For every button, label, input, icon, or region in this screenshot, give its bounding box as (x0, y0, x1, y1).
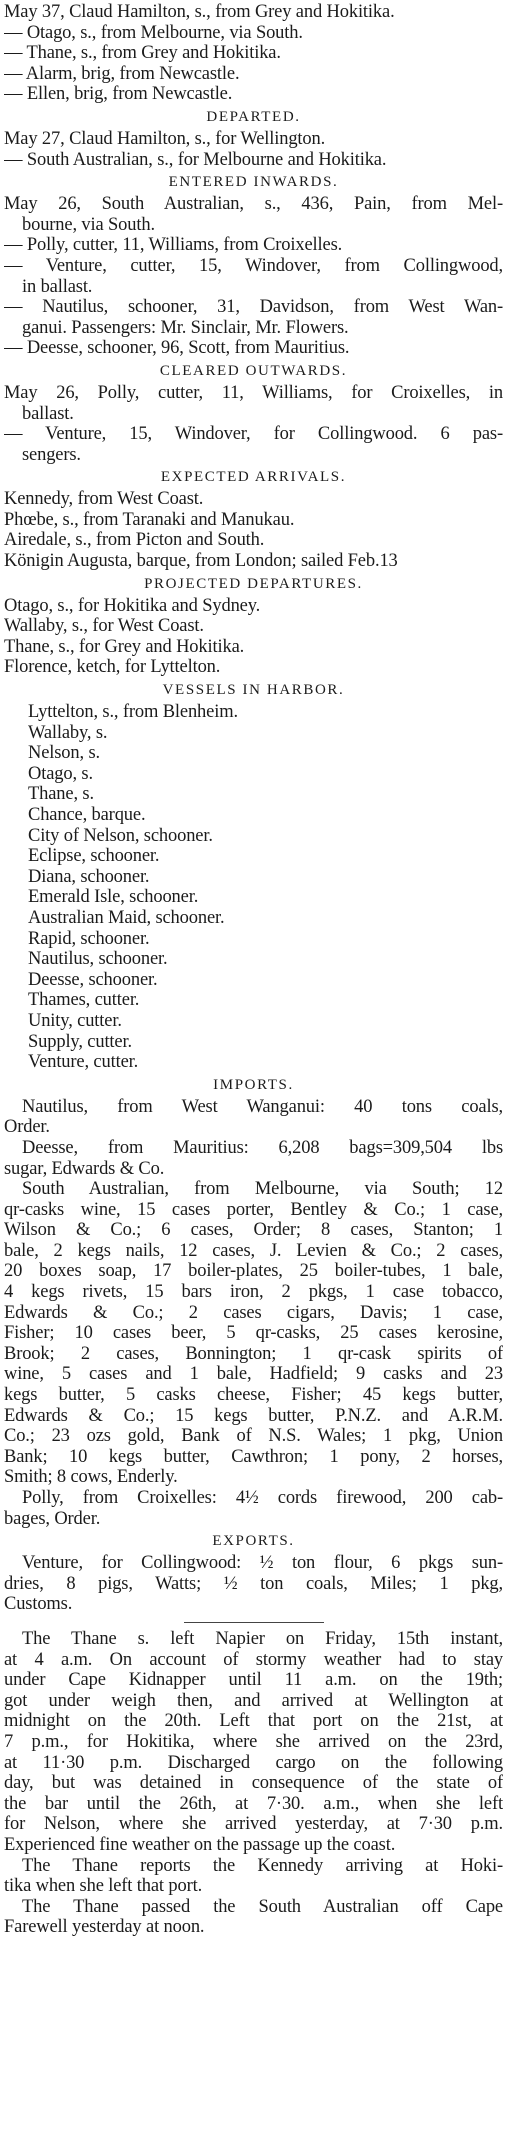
entry-line: ballast. (22, 403, 74, 424)
entered-entry (4, 297, 503, 338)
vessel-item: Wallaby, s. (28, 722, 108, 743)
entry-line: 4 kegs rivets, 15 bars iron, 2 pkgs, 1 case tobacco, (4, 1282, 503, 1303)
entry-line: — Deesse, schooner, 96, Scott, from Mauritius. (4, 338, 350, 359)
vessel-item: Emerald Isle, schooner. (28, 887, 199, 908)
note-line: under Cape Kidnapper until 11 a.m. on the 19th; (4, 1670, 503, 1691)
vessel-item: Lyttelton, s., from Blenheim. (28, 702, 238, 723)
expected-arrival-item: Airedale, s., from Picton and South. (4, 530, 265, 551)
section-heading-imports: IMPORTS. (213, 1076, 294, 1093)
entry-line: Bank; 10 kegs butter, Cawthron; 1 pony, 2 horses, (4, 1446, 503, 1467)
entry-line: — Thane, s., from Grey and Hokitika. (4, 43, 281, 64)
entry-line: — Nautilus, schooner, 31, Davidson, from West Wan- (4, 297, 503, 318)
note-line: tika when she left that port. (4, 1876, 203, 1897)
note-line: 7 p.m., for Hokitika, where she arrived on the 23rd, (4, 1731, 503, 1752)
vessel-item: Rapid, schooner. (28, 928, 150, 949)
entered-entry (4, 338, 503, 359)
vessel-item: Unity, cutter. (28, 1010, 122, 1031)
entry-line: May 37, Claud Hamilton, s., from Grey and Hokitika. (4, 2, 395, 22)
entry-line: May 26, South Australian, s., 436, Pain, from Mel- (4, 194, 503, 215)
projected-departure-item: Otago, s., for Hokitika and Sydney. (4, 595, 261, 616)
entry-line: — Venture, cutter, 15, Windover, from Collingwood, (4, 255, 503, 276)
section-heading-projected-departures: PROJECTED DEPARTURES. (144, 575, 363, 592)
cleared-entry (4, 424, 503, 465)
departed-section (4, 105, 503, 170)
arrived-entry (4, 2, 503, 23)
note-line: midnight on the 20th. Left that port on the 21st, at (4, 1711, 503, 1732)
section-divider (4, 1615, 503, 1629)
entry-line: 20 boxes soap, 17 boiler-plates, 25 boiler-tubes, 1 bale, (4, 1261, 503, 1282)
entered-entry (4, 256, 503, 297)
entered-entry (4, 194, 503, 235)
note-line: at 11·30 p.m. Discharged cargo on the following (4, 1752, 503, 1773)
entry-line: sugar, Edwards & Co. (4, 1158, 165, 1179)
projected-departure-item: Florence, ketch, for Lyttelton. (4, 657, 221, 678)
entry-line: — South Australian, s., for Melbourne and Hokitika. (4, 149, 387, 170)
arrived-entry (4, 64, 503, 85)
section-heading-exports: EXPORTS. (212, 1533, 295, 1550)
projected-departure-item: Wallaby, s., for West Coast. (4, 616, 204, 637)
entry-line: Venture, for Collingwood: ½ ton flour, 6 pkgs sun- (22, 1553, 503, 1574)
entry-line: Co.; 23 ozs gold, Bank of N.S. Wales; 1 pkg, Union (4, 1426, 503, 1447)
note-paragraph (4, 1629, 503, 1856)
entry-line: qr-casks wine, 15 cases porter, Bentley & Co.; 1 case, (4, 1199, 503, 1220)
entry-line: Smith; 8 cows, Enderly. (4, 1467, 178, 1488)
entered-inwards-section (4, 170, 503, 359)
vessel-item: Otago, s. (28, 763, 93, 784)
shipping-notes-section (4, 1629, 503, 1938)
entry-line: — Polly, cutter, 11, Williams, from Croixelles. (4, 235, 343, 256)
projected-departures-section (4, 572, 503, 678)
section-heading-vessels-in-harbor: VESSELS IN HARBOR. (162, 682, 345, 699)
projected-departure-item: Thane, s., for Grey and Hokitika. (4, 636, 245, 657)
entered-entry (4, 235, 503, 256)
section-heading-entered-inwards: ENTERED INWARDS. (168, 174, 339, 191)
note-line: day, but was detained in consequence of the state of (4, 1773, 503, 1794)
entry-line: Edwards & Co.; 2 cases cigars, Davis; 1 case, (4, 1302, 503, 1323)
entry-line: Order. (4, 1117, 50, 1138)
entry-line: bale, 2 kegs nails, 12 cases, J. Levien & Co.; 2 cases, (4, 1240, 503, 1261)
imports-section (4, 1073, 503, 1529)
entry-line: ganui. Passengers: Mr. Sinclair, Mr. Flowers. (22, 317, 349, 338)
departed-entry (4, 129, 503, 150)
entry-line: Wilson & Co.; 6 cases, Order; 8 cases, Stanton; 1 (4, 1220, 503, 1241)
entry-line: Edwards & Co.; 15 kegs butter, P.N.Z. and A.R.M. (4, 1405, 503, 1426)
entry-line: dries, 8 pigs, Watts; ½ ton coals, Miles; 1 pkg, (4, 1573, 503, 1594)
vessel-item: Venture, cutter. (28, 1052, 139, 1073)
vessel-item: Deesse, schooner. (28, 969, 158, 990)
vessel-item: Thane, s. (28, 784, 94, 805)
entry-line: Customs. (4, 1594, 73, 1615)
import-entry (4, 1488, 503, 1529)
entry-line: May 26, Polly, cutter, 11, Williams, for Croixelles, in (4, 382, 503, 403)
entry-line: Nautilus, from West Wanganui: 40 tons coals, (22, 1096, 503, 1117)
entry-line: — Otago, s., from Melbourne, via South. (4, 22, 303, 43)
vessel-item: Eclipse, schooner. (28, 846, 160, 867)
entry-line: Fisher; 10 cases beer, 5 qr-casks, 25 cases kerosine, (4, 1323, 503, 1344)
cleared-entry (4, 383, 503, 424)
cleared-outwards-section (4, 359, 503, 465)
arrived-section (4, 2, 503, 105)
expected-arrival-item: Phœbe, s., from Taranaki and Manukau. (4, 509, 295, 530)
import-entry (4, 1138, 503, 1179)
expected-arrival-item: Königin Augusta, barque, from London; sailed Feb.13 (4, 551, 398, 572)
entry-line: Deesse, from Mauritius: 6,208 bags=309,504 lbs (22, 1137, 503, 1158)
note-line: Farewell yesterday at noon. (4, 1917, 205, 1938)
entry-line: kegs butter, 5 casks cheese, Fisher; 45 kegs butter, (4, 1385, 503, 1406)
expected-arrivals-section (4, 465, 503, 571)
note-line: The Thane passed the South Australian off Cape (22, 1896, 503, 1917)
vessel-item: Thames, cutter. (28, 990, 140, 1011)
entry-line: wine, 5 cases and 1 bale, Hadfield; 9 casks and 23 (4, 1364, 503, 1385)
section-heading-expected-arrivals: EXPECTED ARRIVALS. (160, 469, 347, 486)
vessel-item: City of Nelson, schooner. (28, 825, 213, 846)
note-line: The Thane reports the Kennedy arriving at Hoki- (22, 1855, 503, 1876)
vessel-item: Australian Maid, schooner. (28, 907, 225, 928)
entry-line: sengers. (22, 444, 81, 465)
entry-line: Polly, from Croixelles: 4½ cords firewood, 200 cab- (22, 1488, 503, 1508)
vessel-item: Nelson, s. (28, 743, 100, 764)
entry-line: in ballast. (22, 276, 93, 297)
export-entry (4, 1553, 503, 1615)
note-line: got under weigh then, and arrived at Wellington at (4, 1690, 503, 1711)
arrived-entry (4, 23, 503, 44)
vessels-in-harbor-section (4, 678, 503, 1073)
section-heading-departed: DEPARTED. (206, 108, 301, 125)
entry-line: bages, Order. (4, 1508, 101, 1529)
departed-entry (4, 150, 503, 171)
arrived-entry (4, 43, 503, 64)
entry-line: — Ellen, brig, from Newcastle. (4, 84, 233, 105)
entry-line: May 27, Claud Hamilton, s., for Wellington. (4, 128, 326, 149)
entry-line: — Venture, 15, Windover, for Collingwood. 6 pas- (4, 424, 503, 445)
note-line: for Nelson, where she arrived yesterday, at 7·30 p.m. (4, 1814, 503, 1835)
note-paragraph (4, 1856, 503, 1897)
vessel-item: Diana, schooner. (28, 866, 150, 887)
entry-line: bourne, via South. (22, 214, 155, 235)
entry-line: South Australian, from Melbourne, via South; 12 (22, 1179, 503, 1200)
note-line: The Thane s. left Napier on Friday, 15th instant, (22, 1628, 503, 1649)
section-heading-cleared-outwards: CLEARED OUTWARDS. (159, 362, 348, 379)
import-entry (4, 1179, 503, 1488)
arrived-entry (4, 84, 503, 105)
note-line: the bar until the 26th, at 7·30. a.m., when she left (4, 1793, 503, 1814)
vessel-item: Supply, cutter. (28, 1031, 132, 1052)
import-entry (4, 1097, 503, 1138)
expected-arrival-item: Kennedy, from West Coast. (4, 489, 204, 510)
note-paragraph (4, 1897, 503, 1938)
entry-line: — Alarm, brig, from Newcastle. (4, 63, 240, 84)
vessel-item: Chance, barque. (28, 805, 146, 825)
exports-section (4, 1529, 503, 1615)
note-line: Experienced fine weather on the passage up the coast. (4, 1834, 396, 1855)
vessel-item: Nautilus, schooner. (28, 949, 168, 970)
entry-line: Brook; 2 cases, Bonnington; 1 qr-cask spirits of (4, 1343, 503, 1364)
note-line: at 4 a.m. On account of stormy weather had to stay (4, 1649, 503, 1670)
